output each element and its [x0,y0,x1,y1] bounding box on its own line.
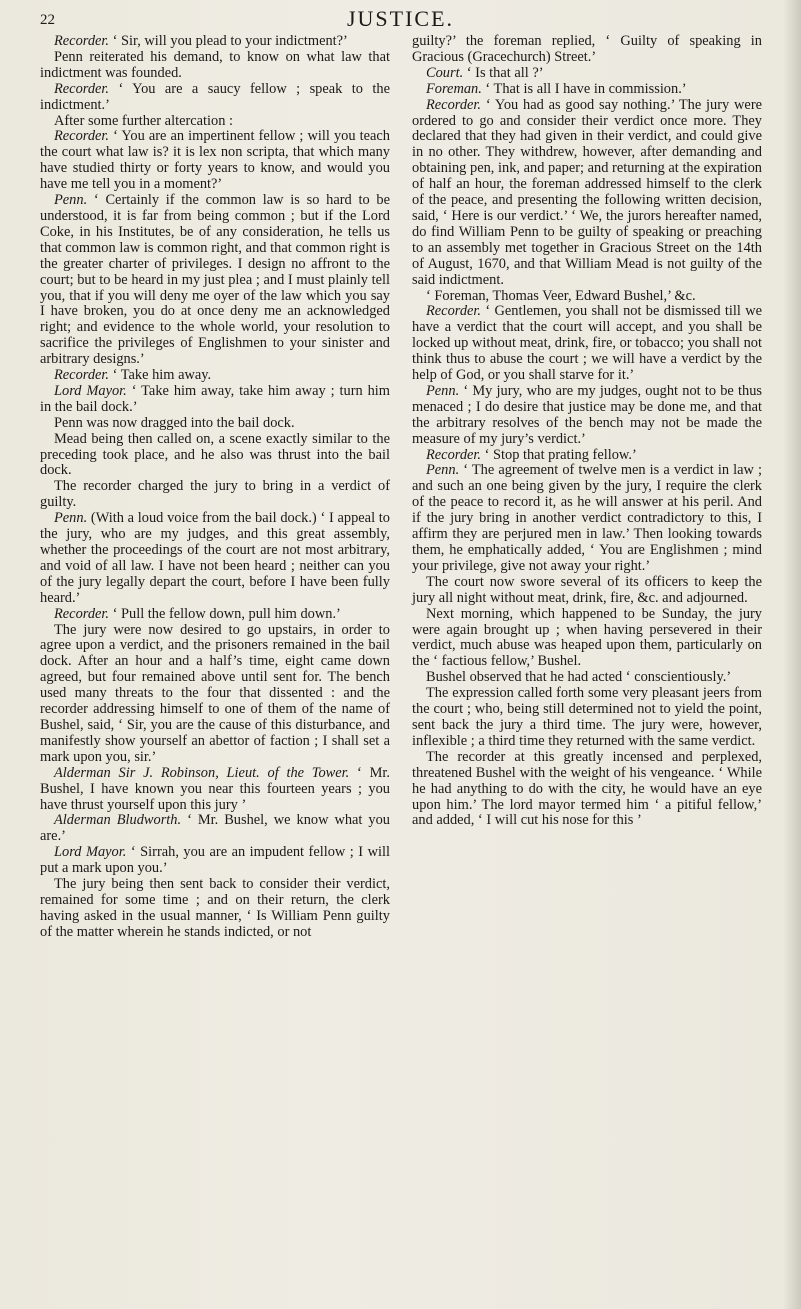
paragraph-text: The expression called forth some very pleasant jeers from the court ; who, being still determined not to yield the point, sent back the jury a third time. The jury were, however, inflexible ; a third time they returned with the same verdict. [412,685,762,749]
paragraph [412,670,762,686]
paragraph-text: ‘ Stop that prating fellow.’ [481,446,637,463]
paragraph-text: Next morning, which happened to be Sunday, the jury were again brought up ; when having persevered in their verdict, much abuse was heaped upon them, particularly on the ‘ factious fellow,’ Bushel. [412,605,762,670]
speaker-name: Recorder. [54,128,110,145]
paragraph [40,511,390,606]
paragraph [412,98,762,289]
paragraph-text: guilty?’ the foreman replied, ‘ Guilty of speaking in Gracious (Gracechurch) Street.’ [412,33,762,65]
speaker-name: Alderman Sir J. Robinson, Lieut. of the Tower. [54,764,350,781]
page-header [40,6,761,34]
paragraph-text: (With a loud voice from the bail dock.) ‘ I appeal to the jury, who are my judges, and this great assembly, whether the proceedings of the court are not most arbitrary, and void of all law. I have not been heard ; neither can you of the jury legally depart the court, before I have been fully heard.’ [40,510,390,606]
paragraph-text: The jury were now desired to go upstairs, in order to agree upon a verdict, and the prisoners remained in the bail dock. After an hour and a half’s time, eight came down agreed, but four remained above until sent for. The bench used many threats to the four that dissented : and the recorder addressing himself to one of them of the name of Bushel, said, ‘ Sir, you are the cause of this disturbance, and manifestly show yourself an abettor of faction ; I shall set a mark upon you, sir.’ [40,621,390,765]
paragraph [40,813,390,845]
paragraph [412,34,762,66]
paragraph [40,114,390,130]
paragraph-text: ‘ Sir, will you plead to your indictment?’ [109,33,348,49]
paragraph [412,750,762,830]
paragraph-text: ‘ Take him away. [109,367,212,384]
paragraph [40,368,390,384]
paragraph-text: ‘ You are an impertinent fellow ; will you teach the court what law is? it is lex non scripta, that which many have studied thirty or forty years to know, and would you have me tell you in a moment?’ [40,128,390,193]
paragraph-text: The court now swore several of its officers to keep the jury all night without meat, drink, fire, &c. and adjourned. [412,573,762,606]
paragraph [40,623,390,766]
speaker-name: Recorder. [54,80,110,97]
paragraph-text: Bushel observed that he had acted ‘ conscientiously.’ [426,669,732,686]
speaker-name: Recorder. [54,33,110,49]
speaker-name: Recorder. [54,605,110,622]
paragraph [40,877,390,941]
paragraph-text: ‘ That is all I have in commission.’ [481,80,687,97]
paragraph [40,384,390,416]
speaker-name: Penn. [426,382,460,399]
paragraph [40,479,390,511]
speaker-name: Lord Mayor. [54,844,127,861]
paragraph-text: After some further altercation : [54,112,234,129]
paragraph [40,82,390,114]
paragraph-text: Mead being then called on, a scene exactly similar to the preceding took place, and he also was thrust into the bail dock. [40,430,390,479]
speaker-name: Foreman. [426,80,482,97]
paragraph-text: ‘ Take him away, take him away ; turn him in the bail dock.’ [40,382,390,415]
paragraph [412,66,762,82]
paragraph [412,575,762,607]
paragraph-text: The recorder charged the jury to bring in a verdict of guilty. [40,478,390,511]
paragraph-text: The recorder at this greatly incensed and perplexed, threatened Bushel with the weight of his vengeance. ‘ While he had anything to do with the city, he would have an eye upon him.’ The lord mayor termed him ‘ a pitiful fellow,’ and added, ‘ I will cut his nose for this ’ [412,748,762,829]
speaker-name: Recorder. [426,303,482,320]
left-column [40,34,390,941]
paragraph-text: ‘ Certainly if the common law is so hard to be understood, it is far from being common ; but if the Lord Coke, in his Institutes, be of any consideration, he tells us that common law is common right, and that common right is the greater charter of privileges. I design no affront to the court; but to be heard in my just plea ; and I must plainly tell you, that if you will deny me oyer of the law which you say I have broken, you do at once deny me an acknowledged right; and evidence to the whole world, your resolution to sacrifice the privileges of Englishmen to your sinister and arbitrary designs.’ [40,192,390,368]
paragraph [412,384,762,448]
paragraph [40,845,390,877]
paragraph-text: ‘ You had as good say nothing.’ The jury were ordered to go and consider their verdict once more. They declared that they had given in their verdict, and could give in no other. They withdrew, however, after demanding and obtaining pen, ink, and paper; and returning at the expiration of half an hour, the foreman addressed himself to the clerk of the peace, and presenting the following written decision, said, ‘ Here is our verdict.’ ‘ We, the jurors hereafter named, do find William Penn to be guilty of speaking or preaching to an assembly met together in Gracious Street on the 14th of August, 1670, and that William Mead is not guilty of the said indictment. [412,96,762,288]
paragraph [412,607,762,671]
paragraph-text: Penn reiterated his demand, to know on what law that indictment was founded. [40,48,390,81]
paragraph-text: ‘ Sirrah, you are an impudent fellow ; I will put a mark upon you.’ [40,844,390,877]
paragraph-text: Penn was now dragged into the bail dock. [54,414,295,431]
page-number: 22 [40,12,55,28]
paragraph-text: ‘ Pull the fellow down, pull him down.’ [109,605,341,622]
text-columns [40,34,762,941]
paragraph [40,416,390,432]
paragraph [412,448,762,464]
running-head: JUSTICE. [346,6,455,31]
paragraph-text: ‘ You are a saucy fellow ; speak to the indictment.’ [40,80,390,113]
paragraph [412,686,762,750]
speaker-name: Recorder. [426,96,482,113]
speaker-name: Alderman Bludworth. [54,812,182,829]
speaker-name: Penn. [54,510,88,527]
speaker-name: Recorder. [426,446,482,463]
speaker-name: Lord Mayor. [54,382,127,399]
speaker-name: Recorder. [54,367,110,384]
paragraph [412,289,762,305]
paragraph [40,607,390,623]
paragraph [40,193,390,368]
paragraph [412,82,762,98]
paragraph-text: ‘ My jury, who are my judges, ought not to be thus menaced ; I do desire that justice may be done me, and that the arbitrary resolves of the bench may not be made the measure of my jury’s verdict.’ [412,382,762,447]
paragraph [40,432,390,480]
paragraph-text: The jury being then sent back to consider their verdict, remained for some time ; and on their return, the clerk having asked in the usual manner, ‘ Is William Penn guilty of the matter wherein he stands indicted, or not [40,876,390,940]
paragraph [40,766,390,814]
paragraph [412,463,762,574]
paragraph [40,129,390,193]
speaker-name: Penn. [54,192,88,209]
speaker-name: Court. [426,64,464,81]
paragraph-text: ‘ Mr. Bushel, I have known you near this fourteen years ; you have thrust yourself upon this jury ’ [40,764,390,813]
paragraph-text: ‘ The agreement of twelve men is a verdict in law ; and such an one being given by the jury, I require the clerk of the peace to record it, as he will answer at his peril. And if the jury bring in another verdict contradictory to this, I affirm they are perjured men in law.’ Then looking towards them, he emphatically added, ‘ You are Englishmen ; mind your privilege, give not away your right.’ [412,462,762,574]
paragraph [412,304,762,384]
speaker-name: Penn. [426,462,460,479]
paragraph-text: ‘ Mr. Bushel, we know what you are.’ [40,812,390,845]
paragraph [40,50,390,82]
paragraph-text: ‘ Gentlemen, you shall not be dismissed till we have a verdict that the court will accept, and you shall be locked up without meat, drink, fire, or tobacco; you shall not think thus to abuse the court ; we will have a verdict by the help of God, or you shall starve for it.’ [412,303,762,384]
paragraph-text: ‘ Is that all ?’ [463,64,544,81]
paragraph [40,34,390,50]
paragraph-text: ‘ Foreman, Thomas Veer, Edward Bushel,’ &c. [426,287,696,304]
right-column [412,34,762,941]
